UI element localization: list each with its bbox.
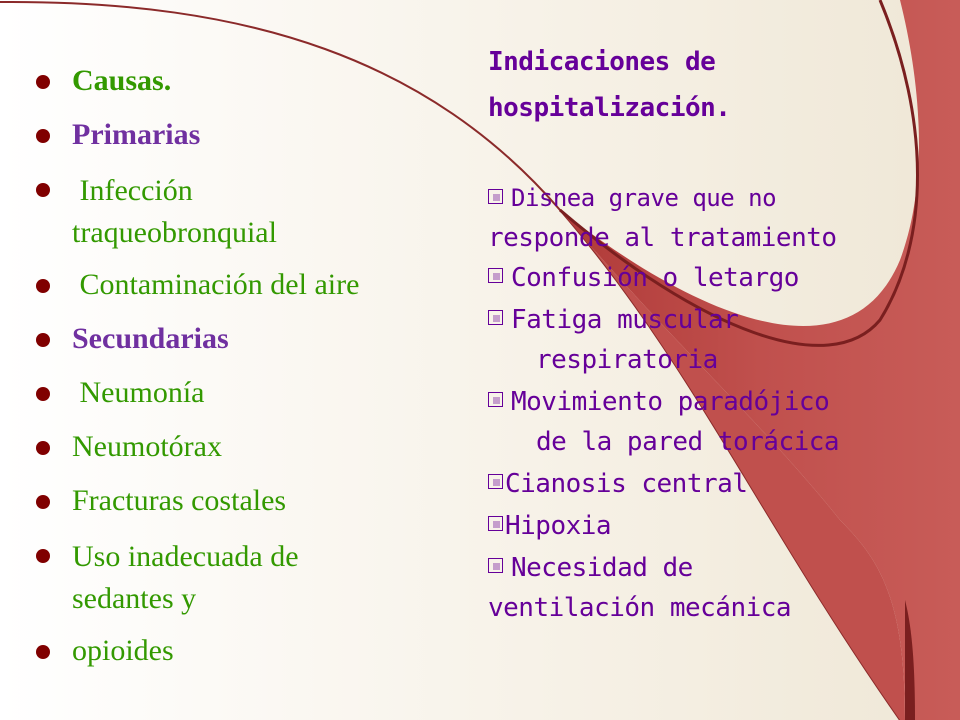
checkbox-bullet-icon [488, 392, 503, 407]
list-item-causas [36, 62, 436, 100]
indication-text: Confusión o letargo [511, 263, 799, 293]
list-item-text: Neumotórax [72, 430, 222, 463]
list-item-opioides [36, 632, 436, 670]
list-item-text: Neumonía [72, 376, 205, 409]
checkbox-bullet-icon [488, 189, 503, 204]
indication-item [488, 180, 776, 216]
panel-title-line1: Indicaciones de [488, 47, 716, 77]
indication-item-cont: ventilación mecánica [488, 593, 792, 623]
bullet-icon [36, 279, 50, 293]
list-item-fracturas [36, 482, 436, 520]
bullet-icon [36, 129, 50, 143]
indication-item-cont: de la pared torácica [536, 427, 840, 457]
list-item-text: Fracturas costales [72, 484, 287, 517]
panel-title-line2: hospitalización. [488, 93, 731, 123]
list-item-text: Secundarias [72, 322, 229, 355]
indication-text: Hipoxia [505, 511, 612, 541]
list-item-primarias [36, 116, 436, 154]
list-item-infeccion [36, 170, 436, 254]
indication-text: Movimiento paradójico [511, 387, 830, 417]
bullet-icon [36, 495, 50, 509]
indication-item-cont: respiratoria [536, 345, 718, 375]
bullet-icon [36, 75, 50, 89]
list-item-text: Causas. [72, 64, 172, 97]
indication-item-cont: responde al tratamiento [488, 223, 837, 253]
list-item-neumotorax [36, 428, 436, 466]
bullet-icon [36, 183, 50, 197]
list-item-text: Infección traqueobronquial [72, 174, 277, 249]
indication-item [488, 508, 611, 544]
list-item-contaminacion [36, 266, 436, 304]
indication-item [488, 466, 747, 502]
list-item-secundarias [36, 320, 436, 358]
list-item-text: Contaminación del aire [72, 268, 360, 301]
bullet-icon [36, 387, 50, 401]
indication-text: Necesidad de [511, 553, 693, 583]
bullet-icon [36, 441, 50, 455]
checkbox-bullet-icon [488, 310, 503, 325]
bullet-icon [36, 645, 50, 659]
bullet-icon [36, 333, 50, 347]
checkbox-bullet-icon [488, 268, 503, 283]
indication-item [488, 302, 738, 338]
list-item-sedantes [36, 536, 436, 620]
checkbox-bullet-icon [488, 558, 503, 573]
indication-text: Disnea grave que no [511, 184, 777, 212]
indication-item [488, 550, 693, 586]
list-item-neumonia [36, 374, 436, 412]
list-item-text: Primarias [72, 118, 201, 151]
list-item-text: Uso inadecuada de sedantes y [72, 540, 299, 615]
indication-item [488, 384, 829, 420]
indication-text: Cianosis central [505, 469, 748, 499]
indication-text: Fatiga muscular [511, 305, 739, 335]
checkbox-bullet-icon [488, 516, 503, 531]
bullet-icon [36, 549, 50, 563]
list-item-text: opioides [72, 634, 174, 667]
checkbox-bullet-icon [488, 474, 503, 489]
indication-item [488, 260, 799, 296]
